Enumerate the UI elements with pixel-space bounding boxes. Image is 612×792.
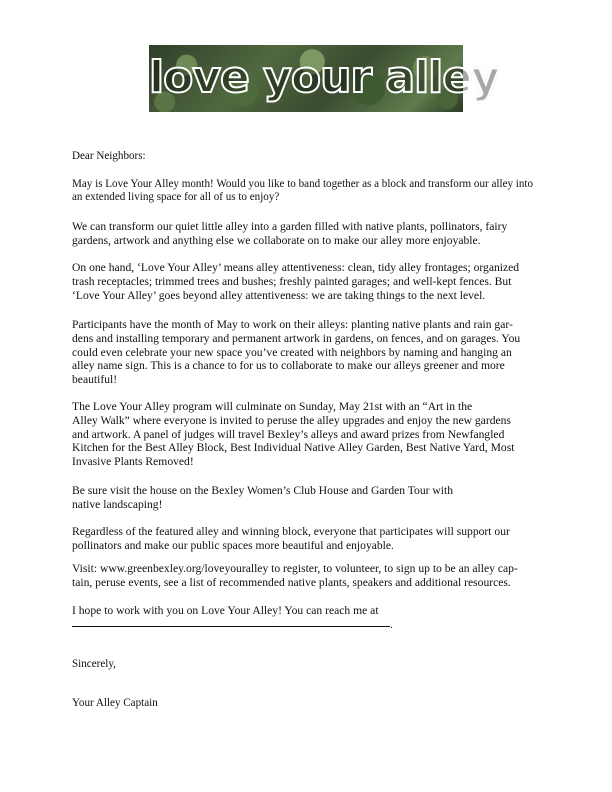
- love-your-alley-banner: [149, 45, 499, 112]
- attentiveness-line-3: ‘Love Your Alley’ goes beyond alley attentiveness: we are taking things to the next level.: [72, 288, 486, 302]
- program-paragraph: [72, 400, 540, 469]
- participants-paragraph: [72, 318, 540, 387]
- participants-line-2: dens and installing temporary and permanent artwork in gardens, on fences, and on garages. You: [72, 331, 521, 345]
- contact-blank-row: [72, 618, 540, 632]
- tour-line-2: native landscaping!: [72, 497, 163, 511]
- participation-line-1: Regardless of the featured alley and winning block, everyone that participates will support our: [72, 525, 510, 538]
- participants-line-3: could even celebrate your new space you’ve created with neighbors by naming and hanging an: [72, 345, 512, 359]
- contact-paragraph: [72, 604, 540, 632]
- contact-blank-line: [72, 626, 390, 627]
- tour-line-1: Be sure visit the house on the Bexley Women’s Club House and Garden Tour with: [72, 484, 454, 497]
- greeting: Dear Neighbors:: [72, 150, 146, 162]
- visit-line-1: Visit: www.greenbexley.org/loveyouralley to register, to volunteer, to sign up to be an alley cap-: [72, 562, 518, 575]
- transform-line-1: We can transform our quiet little alley into a garden filled with native plants, pollinators, fairy: [72, 220, 508, 233]
- program-line-2: Alley Walk” where everyone is invited to peruse the alley upgrades and enjoy the new gardens: [72, 413, 511, 427]
- transform-paragraph: [72, 220, 540, 248]
- participation-paragraph: [72, 525, 540, 553]
- intro-paragraph: [72, 178, 540, 203]
- closing: Sincerely,: [72, 658, 116, 670]
- attentiveness-paragraph: [72, 261, 540, 302]
- tour-paragraph: [72, 484, 540, 512]
- participants-line-4: alley name sign. This is a chance to for us to collaborate to make our alleys greener and more: [72, 359, 505, 373]
- program-line-1: The Love Your Alley program will culminate on Sunday, May 21st with an “Art in the: [72, 400, 473, 413]
- contact-line: I hope to work with you on Love Your Alley! You can reach me at: [72, 604, 379, 617]
- participants-line-1: Participants have the month of May to work on their alleys: planting native plants and rain gar-: [72, 318, 513, 331]
- signature: Your Alley Captain: [72, 697, 158, 709]
- visit-line-2: tain, peruse events, see a list of recommended native plants, speakers and additional resources.: [72, 575, 511, 589]
- intro-line-1: May is Love Your Alley month! Would you like to band together as a block and transform our alley into: [72, 178, 534, 190]
- attentiveness-line-2: trash receptacles; trimmed trees and bushes; freshly painted garages; and well-kept fences. But: [72, 274, 512, 288]
- attentiveness-line-1: On one hand, ‘Love Your Alley’ means alley attentiveness: clean, tidy alley frontages; organized: [72, 261, 520, 274]
- program-line-4: Kitchen for the Best Alley Block, Best Individual Native Alley Garden, Best Native Yard, Most: [72, 441, 515, 455]
- banner-title: love your alley: [149, 52, 499, 103]
- contact-suffix: .: [390, 617, 393, 631]
- participants-line-5: beautiful!: [72, 373, 118, 387]
- transform-line-2: gardens, artwork and anything else we collaborate on to make our alley more enjoyable.: [72, 233, 481, 247]
- visit-paragraph: [72, 562, 540, 590]
- participation-line-2: pollinators and make our public spaces more beautiful and enjoyable.: [72, 538, 394, 552]
- program-line-3: and artwork. A panel of judges will travel Bexley’s alleys and award prizes from Newfangled: [72, 427, 505, 441]
- intro-line-2: an extended living space for all of us to enjoy?: [72, 190, 280, 203]
- program-line-5: Invasive Plants Removed!: [72, 455, 194, 469]
